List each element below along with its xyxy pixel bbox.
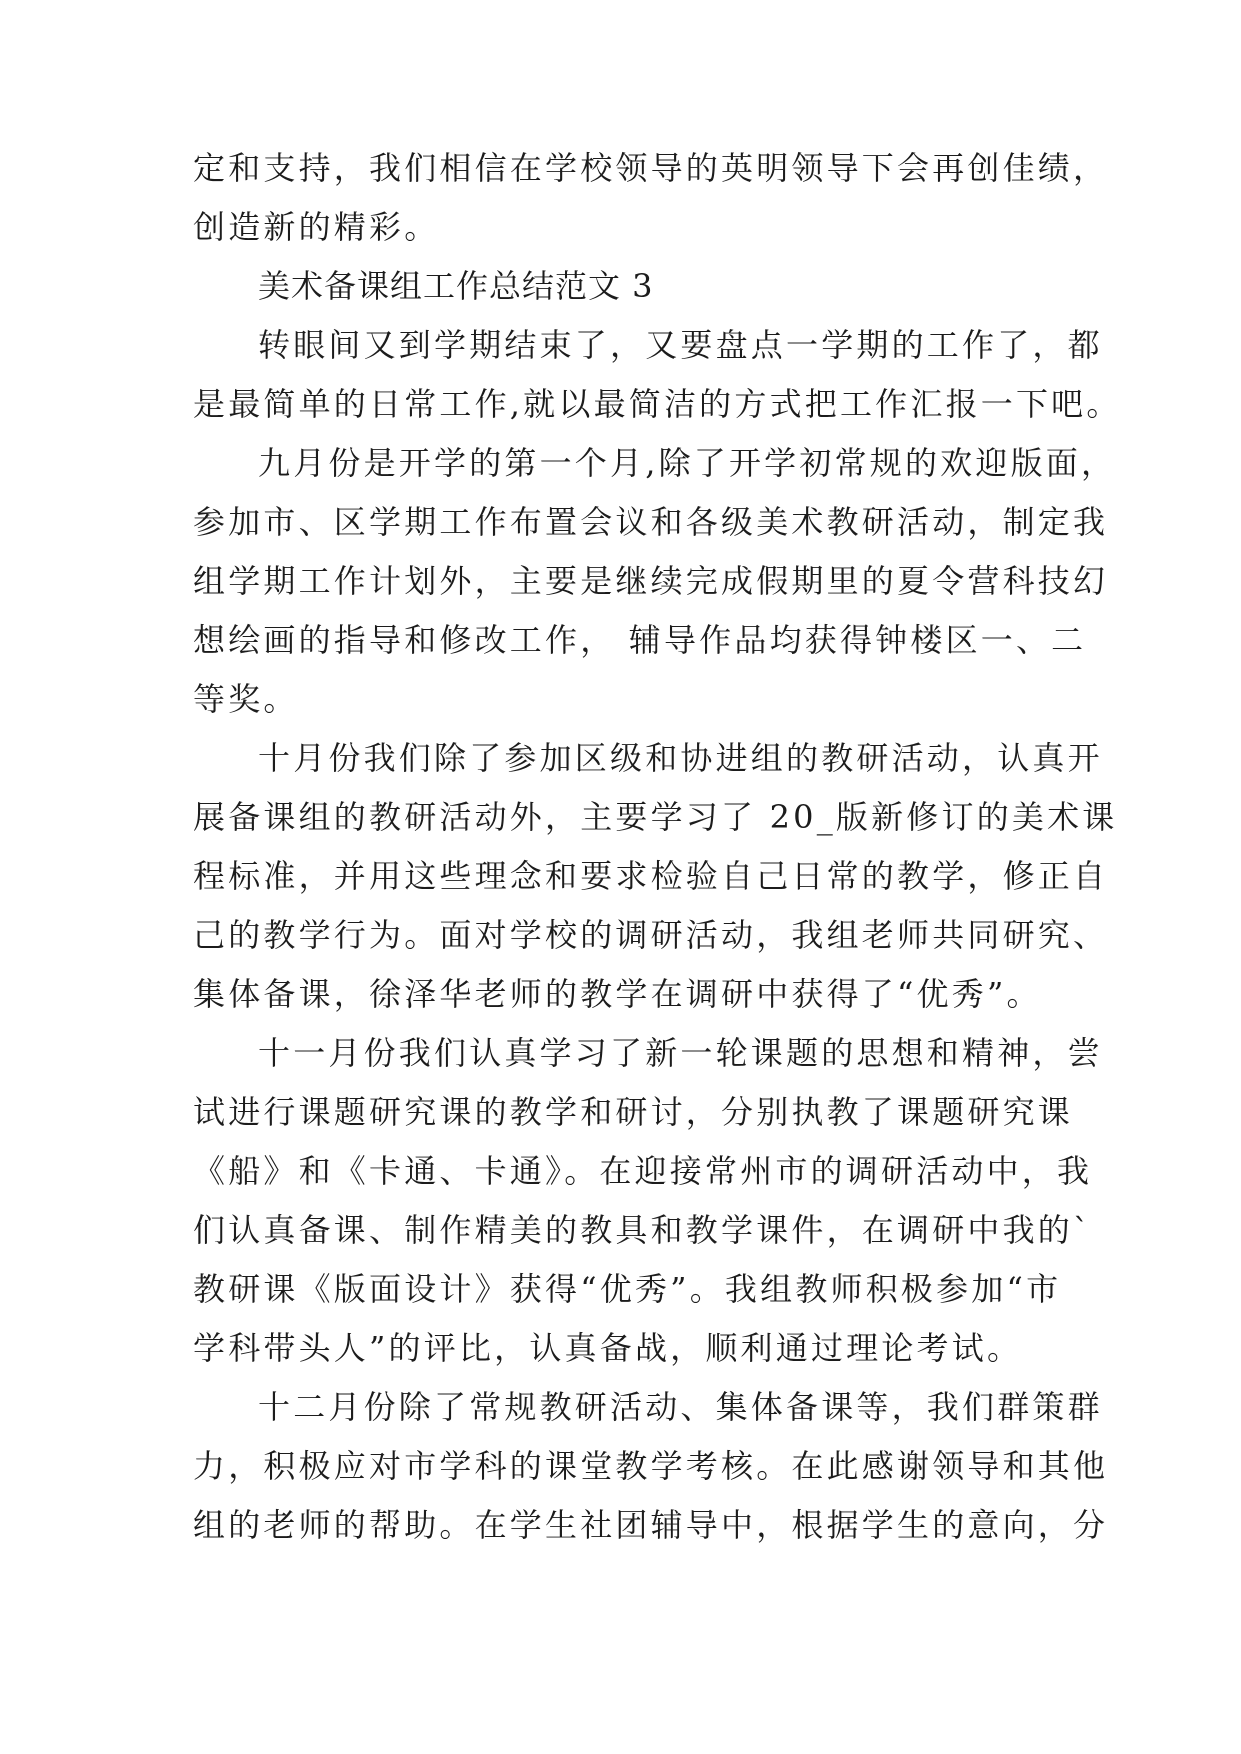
text-line: 教研课《版面设计》获得“优秀”。我组教师积极参加“市: [193, 1270, 1062, 1308]
text-line: 十一月份我们认真学习了新一轮课题的思想和精神，尝: [258, 1034, 1103, 1072]
text-line: 是最简单的日常工作,就以最简洁的方式把工作汇报一下吧。: [193, 385, 1122, 423]
text-line: 组学期工作计划外，主要是继续完成假期里的夏令营科技幻: [193, 562, 1109, 600]
text-line: 试进行课题研究课的教学和研讨，分别执教了课题研究课: [193, 1093, 1074, 1131]
text-line: 组的老师的帮助。在学生社团辅导中，根据学生的意向，分: [193, 1506, 1109, 1544]
text-line: 参加市、区学期工作布置会议和各级美术教研活动，制定我: [193, 503, 1109, 541]
text-line: 定和支持，我们相信在学校领导的英明领导下会再创佳绩，: [193, 149, 1109, 187]
text-line: 己的教学行为。面对学校的调研活动，我组老师共同研究、: [193, 916, 1109, 954]
text-line: 们认真备课、制作精美的教具和教学课件，在调研中我的`: [193, 1211, 1093, 1249]
text-line: 集体备课，徐泽华老师的教学在调研中获得了“优秀”。: [193, 975, 1042, 1013]
text-line: 九月份是开学的第一个月,除了开学初常规的欢迎版面，: [258, 444, 1117, 482]
text-line: 展备课组的教研活动外，主要学习了 20_版新修订的美术课: [193, 798, 1118, 836]
text-line: 创造新的精彩。: [193, 208, 440, 246]
section-heading: 美术备课组工作总结范文 3: [258, 267, 654, 305]
text-line: 想绘画的指导和修改工作， 辅导作品均获得钟楼区一、二: [193, 621, 1087, 659]
text-line: 《船》和《卡通、卡通》。在迎接常州市的调研活动中，我: [193, 1152, 1093, 1190]
text-line: 学科带头人”的评比，认真备战，顺利通过理论考试。: [193, 1329, 1023, 1367]
text-line: 力，积极应对市学科的课堂教学考核。在此感谢领导和其他: [193, 1447, 1109, 1485]
text-line: 等奖。: [193, 680, 299, 718]
text-line: 程标准，并用这些理念和要求检验自己日常的教学，修正自: [193, 857, 1109, 895]
text-line: 转眼间又到学期结束了，又要盘点一学期的工作了，都: [258, 326, 1103, 364]
text-line: 十二月份除了常规教研活动、集体备课等，我们群策群: [258, 1388, 1103, 1426]
text-line: 十月份我们除了参加区级和协进组的教研活动，认真开: [258, 739, 1103, 777]
